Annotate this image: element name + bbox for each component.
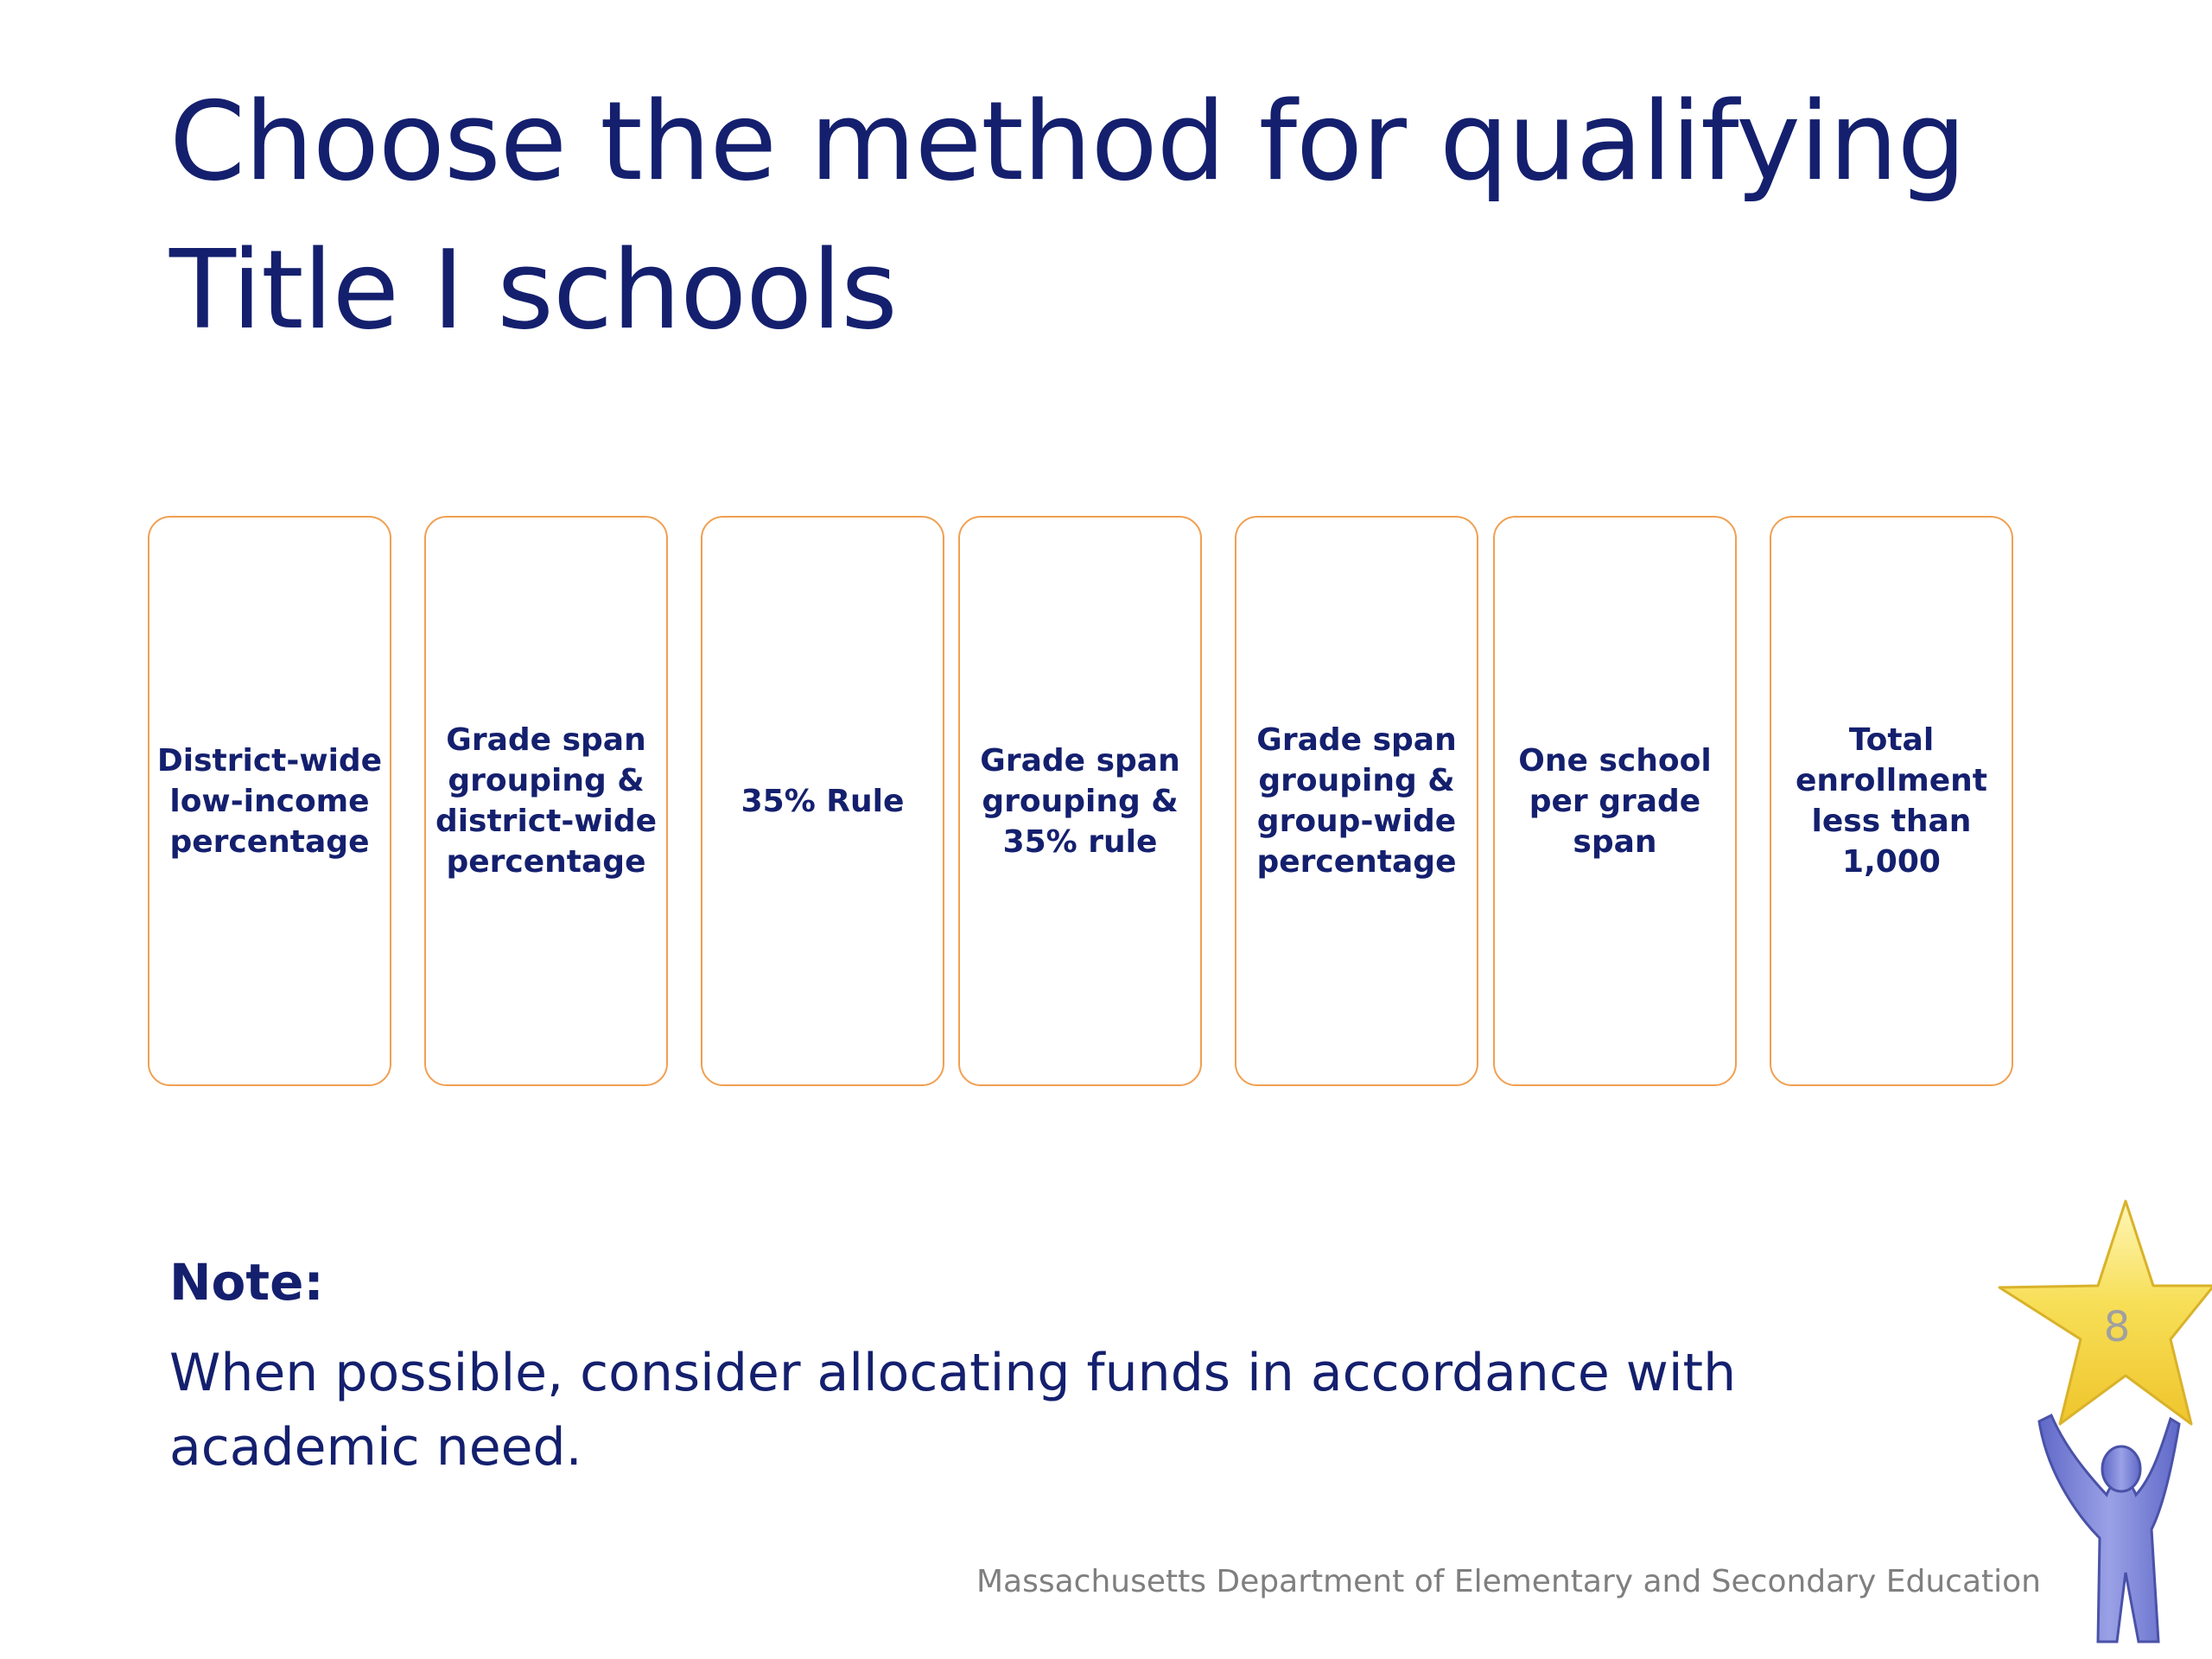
method-box-grade-span-group-wide	[1235, 516, 1478, 1086]
person-holding-star-icon	[1987, 1192, 2212, 1659]
method-box-total-enrollment	[1770, 516, 2013, 1086]
method-label: Grade span grouping & district-wide percentage	[435, 722, 658, 880]
method-box-one-school-per-span	[1493, 516, 1737, 1086]
method-label: Grade span grouping & 35% rule	[980, 742, 1180, 860]
method-box-grade-span-35-percent	[958, 516, 1202, 1086]
method-label: District-wide low-income percentage	[156, 742, 383, 860]
method-label: 35% Rule	[741, 783, 905, 819]
method-label: One school per grade span	[1518, 742, 1712, 860]
page-number: 8	[2103, 1303, 2131, 1351]
method-label: Grade span grouping & group-wide percentage	[1256, 722, 1457, 880]
note-body: When possible, consider allocating funds in accordance with academic need.	[169, 1343, 1737, 1478]
method-box-grade-span-district-wide	[424, 516, 668, 1086]
method-box-district-wide	[148, 516, 391, 1086]
slide-title-line-1: Choose the method for qualifying	[169, 78, 1966, 205]
method-label: Total enrollment less than 1,000	[1796, 722, 1987, 880]
method-box-35-percent-rule	[701, 516, 944, 1086]
slide-title	[169, 67, 1984, 365]
slide-title-line-2: Title I schools	[169, 226, 897, 353]
footer-organization: Massachusetts Department of Elementary and Secondary Education	[976, 1564, 2041, 1599]
note-heading: Note:	[169, 1253, 324, 1312]
